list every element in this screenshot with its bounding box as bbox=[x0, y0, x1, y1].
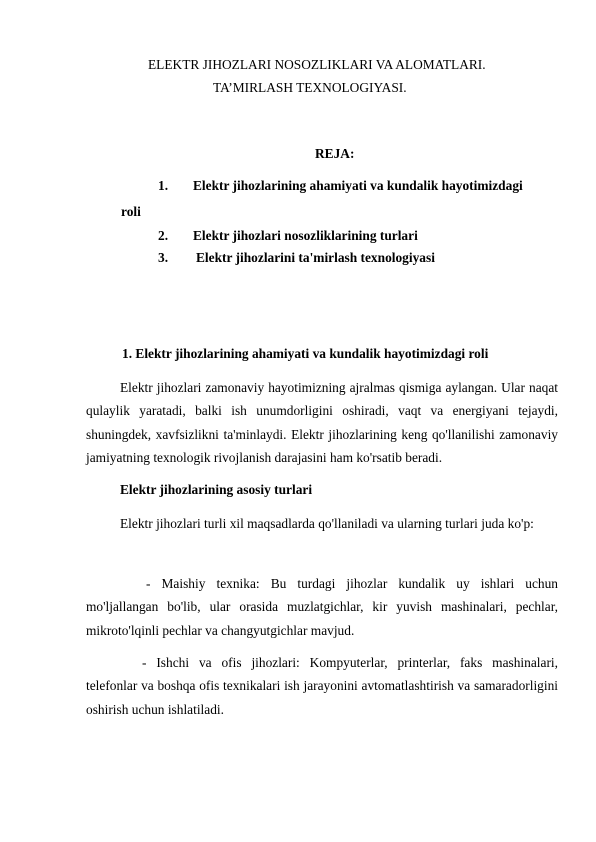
plan-heading: REJA: bbox=[315, 146, 355, 161]
section1-paragraph: Elektr jihozlari zamonaviy hayotimizning ajralmas qismiga aylangan. Ular naqat qulaylik yaratadi, balki ish unumdorligini oshiradi, vaqt va energiyani tejaydi, shuningdek, xavfsizlikni ta'minlaydi. Elektr jihozlarining keng qo'llanilishi zamonaviy jamiyatning texnologik rivojlanish darajasini ham ko'rsatib beradi. bbox=[86, 380, 558, 465]
section1-heading: 1. Elektr jihozlarining ahamiyati va kundalik hayotimizdagi roli bbox=[122, 346, 489, 361]
plan-item-text: Elektr jihozlarining ahamiyati va kundalik hayotimizdagi bbox=[193, 178, 523, 193]
plan-item-text: Elektr jihozlari nosozliklarining turlari bbox=[193, 228, 418, 243]
plan-item-number: 3. bbox=[158, 250, 169, 265]
plan-item-number: 1. bbox=[158, 178, 169, 193]
doc-title-line2: TA’MIRLASH TEXNOLOGIYASI. bbox=[213, 80, 407, 95]
plan-item-text: Elektr jihozlarini ta'mirlash texnologiyasi bbox=[196, 250, 435, 265]
plan-item-continuation: roli bbox=[121, 204, 141, 219]
types-heading: Elektr jihozlarining asosiy turlari bbox=[120, 482, 313, 497]
types-intro: Elektr jihozlari turli xil maqsadlarda qo'llaniladi va ularning turlari juda ko'p: bbox=[120, 516, 534, 531]
plan-item-number: 2. bbox=[158, 228, 169, 243]
household-appliances-paragraph: - Maishiy texnika: Bu turdagi jihozlar kundalik uy ishlari uchun mo'ljallangan bo'lib, ular orasida muzlatgichlar, kir yuvish mashinalari, pechlar, mikroto'lqinli pechlar va changyutgichlar mavjud. bbox=[86, 576, 558, 638]
office-equipment-paragraph: - Ishchi va ofis jihozlari: Kompyuterlar, printerlar, faks mashinalari, telefonlar va boshqa ofis texnikalari ish jarayonini avtomatlashtirish va samaradorligini oshirish uchun ishlatiladi. bbox=[86, 655, 558, 717]
doc-title-line1: ELEKTR JIHOZLARI NOSOZLIKLARI VA ALOMATLARI. bbox=[148, 57, 486, 72]
